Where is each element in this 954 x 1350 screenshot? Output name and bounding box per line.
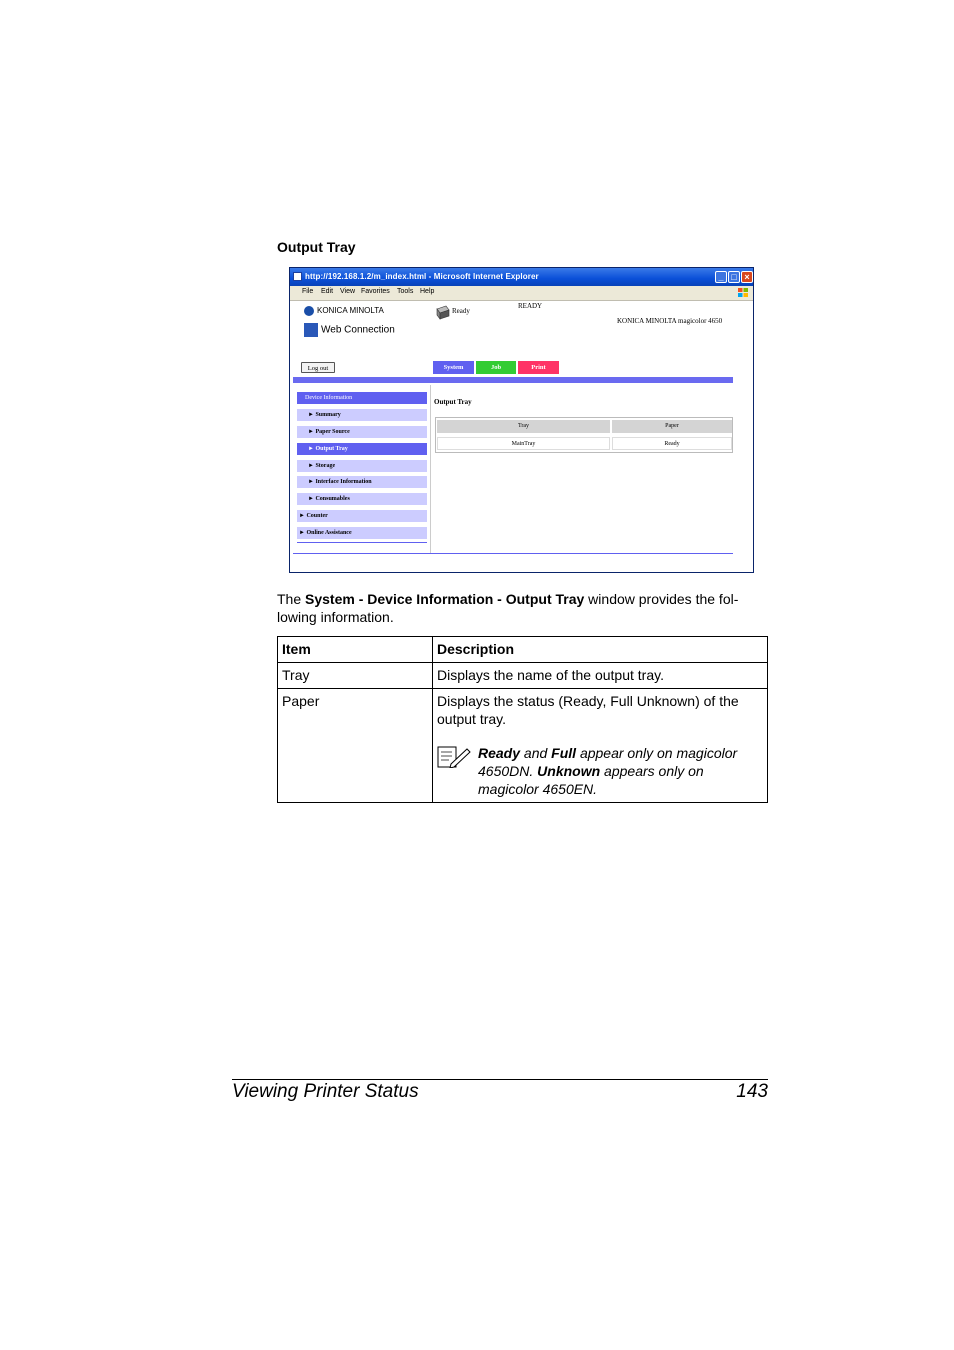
- menu-tools[interactable]: Tools: [397, 288, 414, 295]
- row-tray-description: Displays the name of the output tray.: [433, 663, 768, 689]
- row-paper-description: Displays the status (Ready, Full Unknown) of the output tray. Ready and Full appear only on magicolor 4650DN. Unknown appears only on magicolor 4650EN.: [433, 689, 768, 803]
- windows-flag-icon: [737, 287, 749, 298]
- tab-print[interactable]: Print: [518, 361, 559, 374]
- nav-paper-source[interactable]: ► Paper Source: [297, 426, 427, 438]
- footer-title: Viewing Printer Status: [232, 1081, 419, 1102]
- table-cell-tray: MainTray: [437, 437, 610, 450]
- intro-bold-path: System - Device Information - Output Tray: [305, 591, 585, 607]
- table-header-paper: Paper: [612, 420, 732, 433]
- table-cell-paper: Ready: [612, 437, 732, 450]
- output-tray-table: [435, 417, 733, 453]
- nav-consumables[interactable]: ► Consumables: [297, 493, 427, 505]
- row-tray-item: Tray: [278, 663, 433, 689]
- pagescope-icon: [304, 323, 318, 337]
- nav-counter[interactable]: ► Counter: [297, 510, 427, 522]
- tab-job[interactable]: Job: [476, 361, 516, 374]
- content-divider: [430, 385, 431, 553]
- printer-icon: [434, 303, 450, 321]
- tab-system[interactable]: System: [433, 361, 474, 374]
- table-header-row: [278, 637, 768, 663]
- close-icon[interactable]: ×: [741, 271, 753, 283]
- status-ready-caps: READY: [518, 302, 543, 310]
- logout-button[interactable]: Log out: [301, 362, 335, 373]
- minimize-icon[interactable]: _: [715, 271, 727, 283]
- konica-minolta-globe-icon: [304, 306, 314, 316]
- footer-rule: [232, 1079, 768, 1080]
- pagescope-logo: Web Connection: [304, 323, 395, 337]
- nav-output-tray[interactable]: ► Output Tray: [297, 443, 427, 455]
- menu-edit[interactable]: Edit: [321, 288, 334, 295]
- nav-summary[interactable]: ► Summary: [297, 409, 427, 421]
- nav-storage[interactable]: ► Storage: [297, 460, 427, 472]
- nav-device-information[interactable]: Device Information: [297, 392, 427, 404]
- browser-screenshot: [289, 267, 754, 573]
- web-page: [290, 301, 753, 572]
- nav-bottom-line: [297, 542, 427, 543]
- nav-interface-information[interactable]: ► Interface Information: [297, 476, 427, 488]
- row-paper-item: Paper: [278, 689, 433, 803]
- table-row: [278, 689, 768, 803]
- table-header-tray: Tray: [437, 420, 610, 433]
- note-pencil-icon: [437, 746, 471, 768]
- intro-paragraph: The System - Device Information - Output Tray window provides the fol-lowing information.: [277, 591, 739, 625]
- content-title: Output Tray: [434, 398, 472, 406]
- ie-page-icon: [293, 272, 302, 281]
- browser-title-bar: [290, 268, 753, 286]
- printer-model: KONICA MINOLTA magicolor 4650: [617, 317, 723, 325]
- section-heading: Output Tray: [277, 239, 356, 255]
- browser-menu-bar: [290, 286, 753, 301]
- header-divider: [293, 377, 733, 383]
- menu-help[interactable]: Help: [420, 288, 435, 295]
- menu-view[interactable]: View: [340, 288, 356, 295]
- description-table: [277, 636, 768, 803]
- konica-minolta-logo: KONICA MINOLTA: [304, 306, 384, 316]
- maximize-icon[interactable]: □: [728, 271, 740, 283]
- header-description: Description: [433, 637, 768, 663]
- nav-online-assistance[interactable]: ► Online Assistance: [297, 527, 427, 539]
- page-bottom-line: [293, 553, 733, 554]
- menu-favorites[interactable]: Favorites: [361, 288, 390, 295]
- page-number: 143: [736, 1081, 768, 1102]
- header-item: Item: [278, 637, 433, 663]
- browser-title: http://192.168.1.2/m_index.html - Microsoft Internet Explorer: [305, 272, 539, 281]
- status-ready: Ready: [452, 307, 470, 315]
- menu-file[interactable]: File: [302, 288, 314, 295]
- table-row: [278, 663, 768, 689]
- note: Ready and Full appear only on magicolor 4650DN. Unknown appears only on magicolor 4650EN.: [437, 744, 763, 798]
